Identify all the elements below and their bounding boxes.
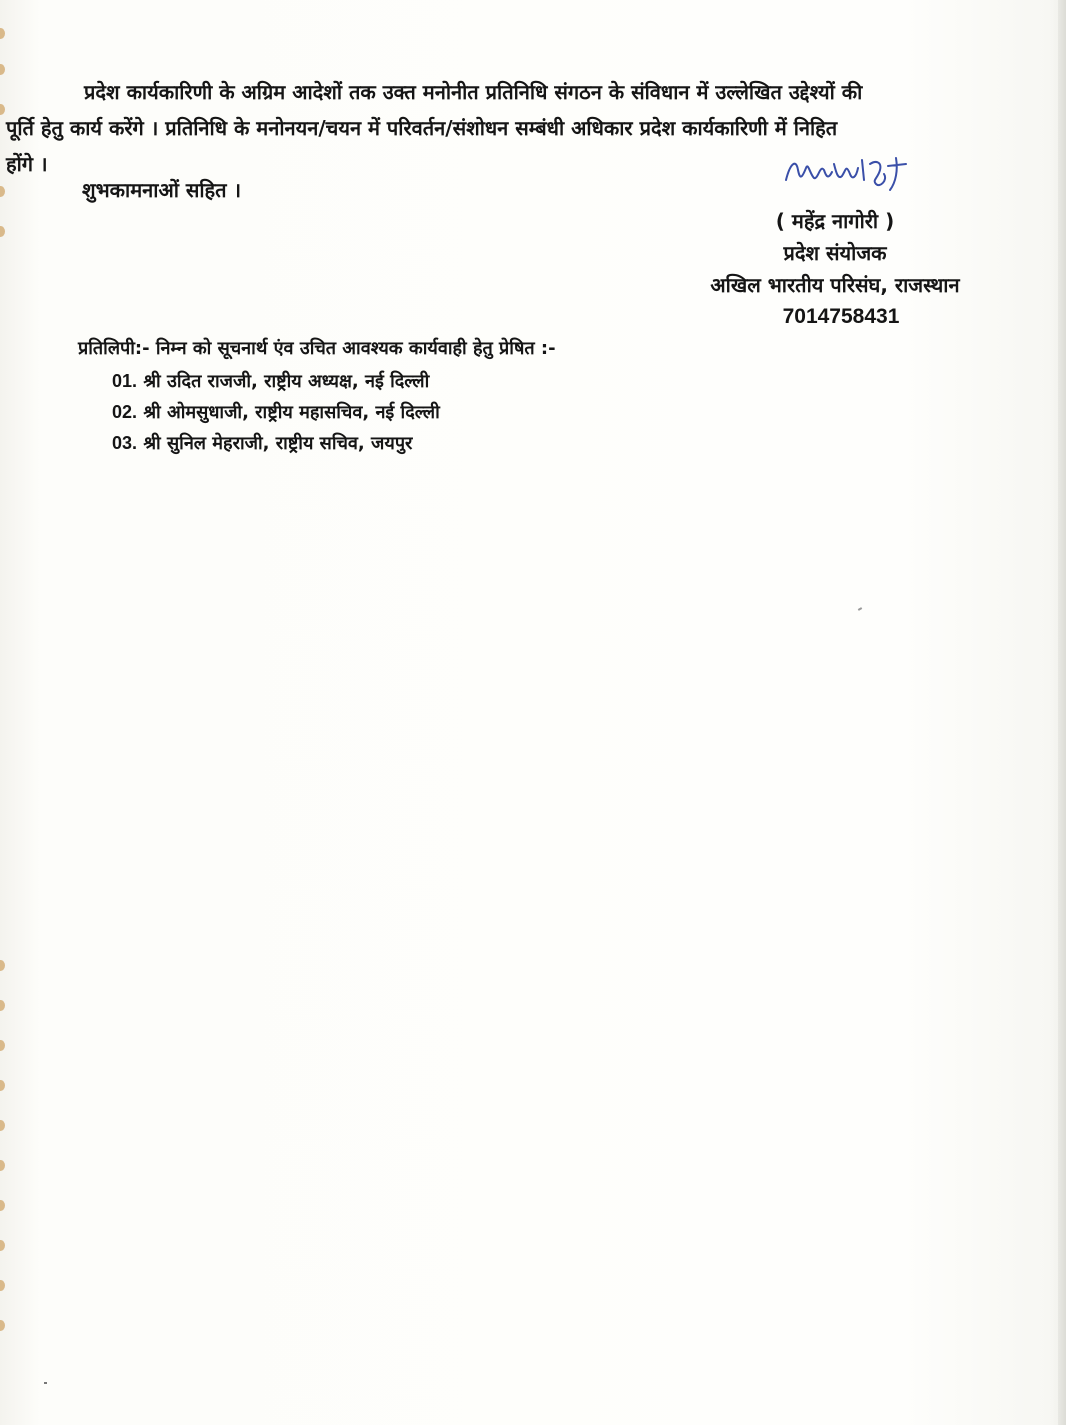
list-item-number: 03. bbox=[112, 433, 138, 453]
binding-hole bbox=[0, 960, 5, 971]
signatory-name: ( महेंद्र नागोरी ) bbox=[775, 209, 895, 233]
list-item bbox=[112, 397, 440, 428]
list-item bbox=[112, 428, 440, 459]
list-item bbox=[112, 366, 440, 397]
binding-hole bbox=[0, 1120, 5, 1131]
binding-hole bbox=[0, 1320, 5, 1331]
binding-hole bbox=[0, 1240, 5, 1251]
letter-paragraph-line-2 bbox=[6, 110, 1042, 146]
signatory-block bbox=[640, 205, 1030, 333]
binding-hole bbox=[0, 28, 5, 39]
signatory-organization: अखिल भारतीय परिसंघ, राजस्थान bbox=[710, 273, 960, 297]
paragraph-text: प्रदेश कार्यकारिणी के अग्रिम आदेशों तक उक्त मनोनीत प्रतिनिधि संगठन के संविधान में उल्लेखित उद्देश्यों की bbox=[84, 80, 863, 104]
list-item-text: श्री सुनिल मेहराजी, राष्ट्रीय सचिव, जयपुर bbox=[143, 433, 413, 454]
binding-hole bbox=[0, 1040, 5, 1051]
binding-hole bbox=[0, 64, 5, 75]
signatory-designation: प्रदेश संयोजक bbox=[783, 241, 887, 265]
handwritten-signature bbox=[780, 150, 920, 198]
binding-hole bbox=[0, 186, 5, 197]
binding-hole bbox=[0, 1200, 5, 1211]
closing-line: शुभकामनाओं सहित । bbox=[82, 178, 242, 202]
list-item-text: श्री उदित राजजी, राष्ट्रीय अध्यक्ष, नई दिल्ली bbox=[143, 371, 430, 392]
signatory-phone: 7014758431 bbox=[782, 305, 900, 328]
binding-hole bbox=[0, 226, 5, 237]
binding-hole bbox=[0, 1000, 5, 1011]
binding-hole bbox=[0, 1160, 5, 1171]
copy-to-heading: प्रतिलिपी:- निम्न को सूचनार्थ एंव उचित आवश्यक कार्यवाही हेतु प्रेषित :- bbox=[78, 338, 556, 359]
page-edge-shadow bbox=[1058, 0, 1066, 1425]
binding-hole bbox=[0, 1280, 5, 1291]
paper-speck bbox=[858, 607, 862, 611]
binding-hole bbox=[0, 104, 5, 115]
binding-hole bbox=[0, 1080, 5, 1091]
paragraph-text: पूर्ति हेतु कार्य करेंगे । प्रतिनिधि के मनोनयन/चयन में परिवर्तन/संशोधन सम्बंधी अधिकार प्रदेश कार्यकारिणी में निहित bbox=[6, 116, 838, 140]
letter-paragraph-line-1 bbox=[6, 74, 1042, 110]
list-item-number: 02. bbox=[112, 402, 138, 422]
paragraph-text: होंगे । bbox=[6, 152, 48, 176]
paper-speck bbox=[44, 1382, 47, 1384]
copy-to-list bbox=[112, 366, 440, 459]
list-item-text: श्री ओमसुधाजी, राष्ट्रीय महासचिव, नई दिल्ली bbox=[143, 402, 440, 423]
list-item-number: 01. bbox=[112, 371, 138, 391]
